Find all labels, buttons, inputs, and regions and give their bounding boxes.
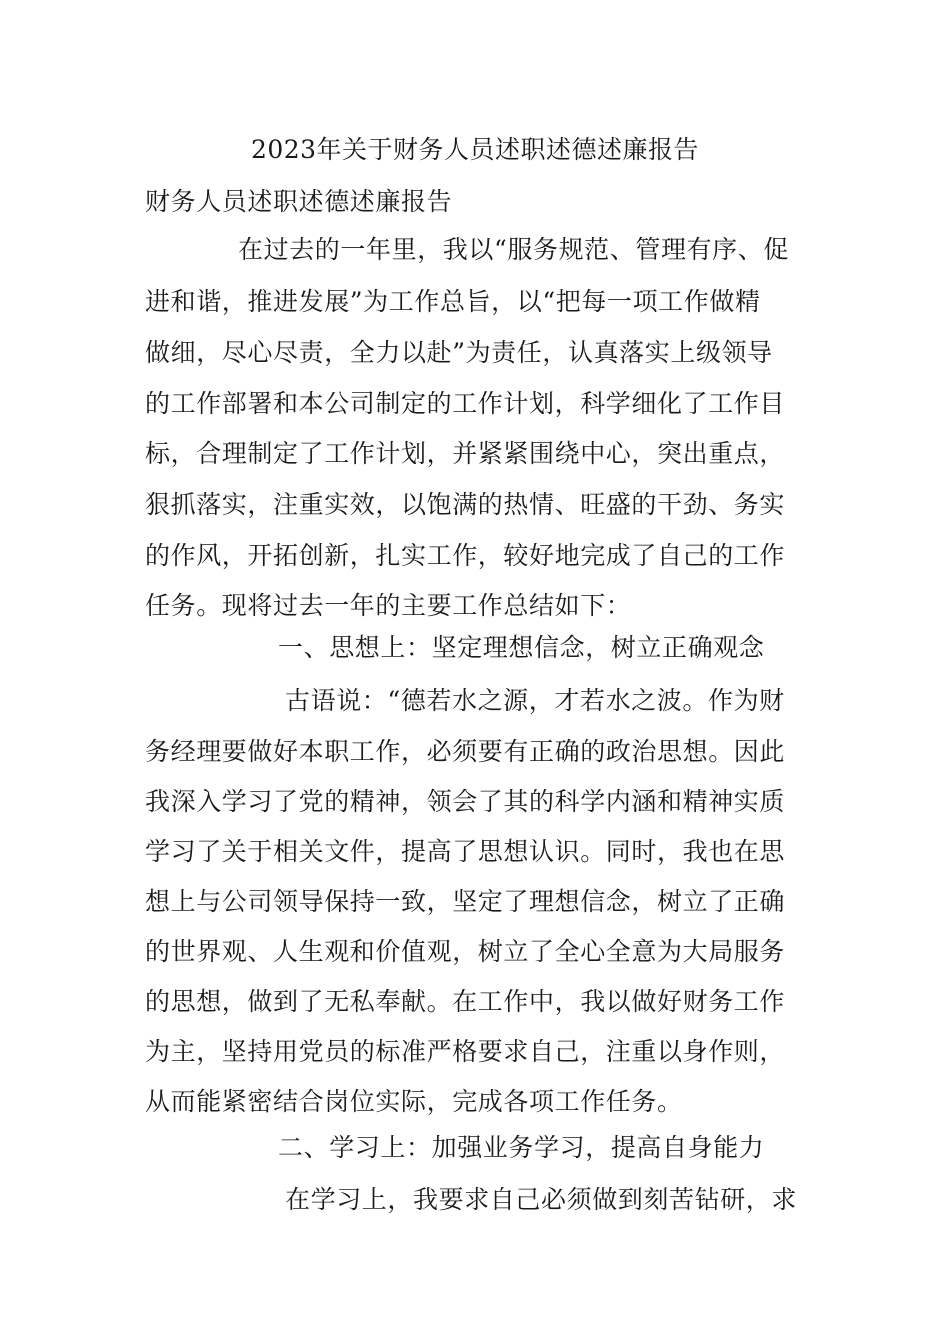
paragraph-line: 标，合理制定了工作计划，并紧紧围绕中心，突出重点， bbox=[145, 439, 786, 468]
paragraph-line: 想上与公司领导保持一致，坚定了理想信念，树立了正确 bbox=[145, 887, 786, 916]
paragraph-line: 任务。现将过去一年的主要工作总结如下： bbox=[145, 591, 632, 620]
paragraph-line: 在过去的一年里，我以“服务规范、管理有序、促 bbox=[238, 235, 789, 264]
paragraph-line: 为主，坚持用党员的标准严格要求自己，注重以身作则， bbox=[145, 1037, 786, 1066]
paragraph-line: 在学习上，我要求自己必须做到刻苦钻研，求 bbox=[285, 1185, 798, 1214]
paragraph-line: 我深入学习了党的精神，领会了其的科学内涵和精神实质 bbox=[145, 787, 786, 816]
paragraph-line: 的世界观、人生观和价值观，树立了全心全意为大局服务 bbox=[145, 937, 786, 966]
paragraph-line: 的作风，开拓创新，扎实工作，较好地完成了自己的工作 bbox=[145, 541, 786, 570]
paragraph-line: 进和谐，推进发展”为工作总旨，以“把每一项工作做精 bbox=[145, 287, 761, 316]
paragraph-line: 从而能紧密结合岗位实际，完成各项工作任务。 bbox=[145, 1087, 683, 1116]
paragraph-line: 做细，尽心尽责，全力以赴”为责任，认真落实上级领导 bbox=[145, 338, 773, 367]
paragraph-line: 的工作部署和本公司制定的工作计划，科学细化了工作目 bbox=[145, 389, 786, 418]
paragraph-line: 学习了关于相关文件，提高了思想认识。同时，我也在思 bbox=[145, 837, 786, 866]
section-heading: 一、思想上：坚定理想信念，树立正确观念 bbox=[278, 633, 765, 662]
paragraph-line: 务经理要做好本职工作，必须要有正确的政治思想。因此 bbox=[145, 737, 786, 766]
paragraph-line: 的思想，做到了无私奉献。在工作中，我以做好财务工作 bbox=[145, 987, 786, 1016]
document-subtitle: 财务人员述职述德述廉报告 bbox=[145, 187, 453, 216]
section-heading: 二、学习上：加强业务学习，提高自身能力 bbox=[278, 1133, 765, 1162]
paragraph-line: 古语说：“德若水之源，才若水之波。作为财 bbox=[285, 686, 785, 715]
document-title: 2023年关于财务人员述职述德述廉报告 bbox=[250, 135, 700, 164]
paragraph-line: 狠抓落实，注重实效，以饱满的热情、旺盛的干劲、务实 bbox=[145, 490, 786, 519]
